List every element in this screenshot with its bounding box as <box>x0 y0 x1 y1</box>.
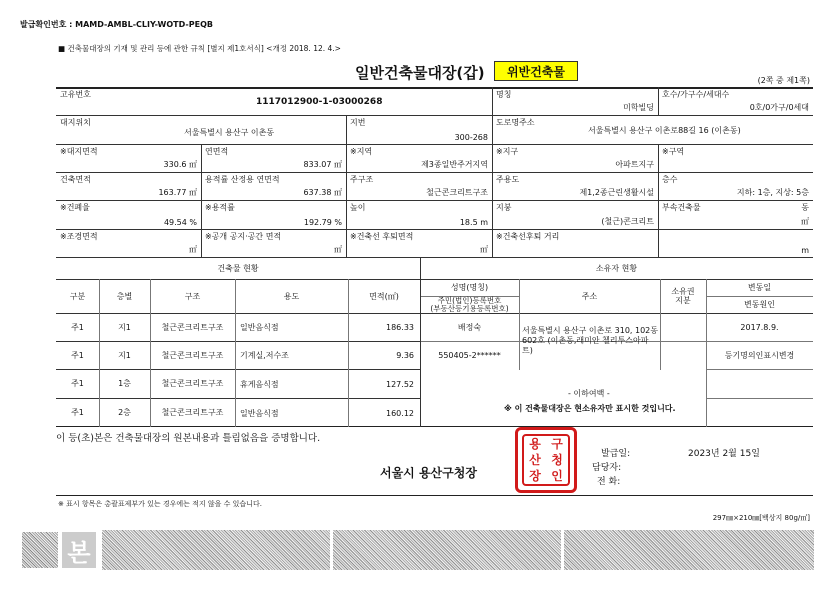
col-header-owner-id: 주민(법인)등록번호 (부동산등기용등록번호) <box>430 295 509 313</box>
zone-cell <box>658 144 813 172</box>
roof-label: 지붕 <box>496 203 512 212</box>
calc-floor-area-cell <box>201 172 346 200</box>
site-location-value: 서울특별시 용산구 이촌동 <box>184 128 275 137</box>
land-area-cell <box>56 144 201 172</box>
lot-number-value: 300-268 <box>454 133 488 142</box>
coverage-label: ※건폐율 <box>60 203 90 212</box>
regulation-text: ■ 건축물대장의 기재 및 관리 등에 관한 규칙 [별지 제1호서식] <개정 2018. 12. 4.> <box>58 44 341 53</box>
owner-address: 서울특별시 용산구 이촌로 310, 102동 602호 (이촌동,래미안 첼리투스아파트) <box>522 326 658 355</box>
phone-label: 전 화: <box>597 477 621 487</box>
building-area-value: 163.77 ㎡ <box>158 188 197 197</box>
building-area-label: 건축면적 <box>60 175 91 184</box>
change-date: 2017.8.9. <box>740 322 779 332</box>
official-seal <box>515 427 577 493</box>
unit-count-value: 0호/0가구/0세대 <box>749 103 809 112</box>
barcode-strip-2 <box>333 530 561 570</box>
unique-number-value: 1117012900-1-03000268 <box>256 97 383 107</box>
land-area-value: 330.6 ㎡ <box>163 160 197 169</box>
height-cell <box>346 200 492 229</box>
main-use-label: 주용도 <box>496 175 520 184</box>
table-cell: 기계실,저수조 <box>240 351 289 360</box>
table-cell: 2층 <box>118 408 131 417</box>
table-cell: 주1 <box>71 350 84 360</box>
issuer-name: 서울시 용산구청장 <box>380 466 477 480</box>
table-cell: 127.52 <box>386 380 414 389</box>
footnote: ※ 표시 항목은 총괄표제부가 있는 경우에는 적지 않을 수 있습니다. <box>58 500 262 508</box>
unique-number-label: 고유번호 <box>60 90 91 99</box>
floors-label: 층수 <box>662 175 678 184</box>
region-value: 제3종일반주거지역 <box>421 160 488 169</box>
far-value: 192.79 % <box>303 218 342 227</box>
change-reason: 등기명의인표시변경 <box>724 350 795 360</box>
setback-area-cell <box>346 229 492 257</box>
setback-distance-label: ※건축선후퇴 거리 <box>496 232 560 241</box>
table-cell: 휴게음식점 <box>240 380 279 389</box>
seal-char: 인 <box>551 469 563 483</box>
unit-count-label: 호수/가구수/세대수 <box>662 90 730 99</box>
floors-cell <box>658 172 813 200</box>
col-header-floor: 층별 <box>116 291 133 301</box>
calc-floor-area-label: 용적률 산정용 연면적 <box>205 175 280 184</box>
col-header-ownership-share: 소유권 지분 <box>671 287 695 305</box>
col-header-category: 구분 <box>69 291 86 301</box>
watermark-box: 본 <box>62 532 96 568</box>
seal-glyphs <box>522 434 570 486</box>
table-cell: 철근콘크리트구조 <box>161 322 224 332</box>
barcode-strip-1 <box>102 530 330 570</box>
height-label: 높이 <box>350 203 366 212</box>
col-header-area: 면적(㎡) <box>369 291 399 301</box>
site-location-label: 대지위치 <box>60 118 91 127</box>
page-title: 일반건축물대장(갑) <box>355 64 485 82</box>
certify-text: 이 등(초)본은 건축물대장의 원본내용과 틀림없음을 증명합니다. <box>56 433 321 444</box>
main-structure-value: 철근콘크리트구조 <box>426 188 488 197</box>
district-value: 아파트지구 <box>615 160 654 169</box>
blank-below-note: - 이하여백 - <box>568 389 610 398</box>
table-cell: 186.33 <box>386 323 414 332</box>
table-cell: 160.12 <box>386 409 414 418</box>
table-cell: 9.36 <box>396 351 414 360</box>
region-cell <box>346 144 492 172</box>
issue-date: 2023년 2월 15일 <box>688 449 760 459</box>
building-area-cell <box>56 172 201 200</box>
table-cell: 지1 <box>118 322 131 332</box>
table-cell: 철근콘크리트구조 <box>161 408 224 417</box>
building-name-label: 명칭 <box>496 90 512 99</box>
table-cell: 일반음식점 <box>240 409 279 418</box>
floor-area-cell <box>201 144 346 172</box>
building-status-title: 건축물 현황 <box>217 263 259 273</box>
owner-id: 550405-2****** <box>438 350 501 360</box>
unique-number-cell <box>56 87 492 115</box>
district-cell <box>492 144 658 172</box>
issue-number: 발급확인번호 : MAMD-AMBL-CLIY-WOTD-PEQB <box>20 20 213 29</box>
col-header-use: 용도 <box>283 291 300 301</box>
setback-distance-cell <box>492 229 813 257</box>
annex-cell <box>658 200 813 229</box>
seal-char: 장 <box>529 469 541 483</box>
setback-distance-value: m <box>801 246 809 255</box>
landscape-value: ㎡ <box>189 245 197 254</box>
coverage-value: 49.54 % <box>163 218 197 227</box>
seal-char: 산 <box>529 453 541 467</box>
far-cell <box>201 200 346 229</box>
main-structure-label: 주구조 <box>350 175 374 184</box>
setback-area-label: ※건축선 후퇴면적 <box>350 232 414 241</box>
lot-number-cell <box>346 115 492 144</box>
district-label: ※지구 <box>496 147 519 156</box>
landscape-label: ※조경면적 <box>60 232 98 241</box>
unit-count-cell <box>658 87 813 115</box>
table-cell: 주1 <box>71 322 84 332</box>
public-space-label: ※공개 공지·공간 면적 <box>205 232 282 241</box>
table-cell: 주1 <box>71 408 84 417</box>
table-cell: 철근콘크리트구조 <box>161 350 224 360</box>
table-cell: 철근콘크리트구조 <box>161 379 224 388</box>
issue-date-label: 발급일: <box>601 449 631 459</box>
far-label: ※용적률 <box>205 203 235 212</box>
owner-name: 배정숙 <box>457 322 482 332</box>
setback-area-value: ㎡ <box>480 245 488 254</box>
officer-label: 담당자: <box>592 463 622 473</box>
main-use-value: 제1,2종근린생활시설 <box>579 188 654 197</box>
col-header-structure: 구조 <box>184 291 201 301</box>
col-header-change-reason: 변동원인 <box>744 300 775 309</box>
col-header-owner-name: 성명(명칭) <box>450 283 489 292</box>
table-cell: 지1 <box>118 350 131 360</box>
table-cell: 1층 <box>118 379 131 388</box>
region-label: ※지역 <box>350 147 373 156</box>
barcode-left <box>22 532 58 568</box>
table-cell: 일반음식점 <box>240 323 279 332</box>
floors-value: 지하: 1층, 지상: 5층 <box>736 188 809 197</box>
roof-cell <box>492 200 658 229</box>
page-info: (2쪽 중 제1쪽) <box>757 76 810 85</box>
seal-char: 구 <box>551 437 563 451</box>
lot-number-label: 지번 <box>350 118 366 127</box>
public-space-value: ㎡ <box>334 245 342 254</box>
calc-floor-area-value: 637.38 ㎡ <box>303 188 342 197</box>
floor-area-label: 연면적 <box>205 147 229 156</box>
height-value: 18.5 m <box>459 218 488 227</box>
land-area-label: ※대지면적 <box>60 147 98 156</box>
road-address-cell <box>492 115 813 144</box>
main-use-cell <box>492 172 658 200</box>
table-cell: 주1 <box>71 379 84 388</box>
floor-area-value: 833.07 ㎡ <box>303 160 342 169</box>
paper-spec: 297㎜×210㎜[백상지 80g/㎡] <box>712 514 810 522</box>
owner-status-title: 소유자 현황 <box>595 263 638 273</box>
site-location-cell <box>56 115 346 144</box>
seal-char: 용 <box>529 437 541 451</box>
main-structure-cell <box>346 172 492 200</box>
road-address-value: 서울특별시 용산구 이촌로88길 16 (이촌동) <box>588 126 741 135</box>
annex-count: 동 <box>801 203 809 212</box>
barcode-strip-3 <box>564 530 814 570</box>
public-space-cell <box>201 229 346 257</box>
building-name-cell <box>492 87 658 115</box>
annex-area: ㎡ <box>801 217 809 226</box>
landscape-cell <box>56 229 201 257</box>
coverage-cell <box>56 200 201 229</box>
col-header-change-date: 변동일 <box>747 283 772 292</box>
roof-value: (철근)콘크리트 <box>601 217 654 226</box>
zone-label: ※구역 <box>662 147 685 156</box>
col-header-owner-address: 주소 <box>581 291 598 301</box>
annex-label: 부속건축물 <box>662 203 701 212</box>
owner-notice: ※ 이 건축물대장은 현소유자만 표시한 것입니다. <box>504 404 676 413</box>
violation-badge: 위반건축물 <box>494 61 578 81</box>
seal-char: 청 <box>551 453 563 467</box>
road-address-label: 도로명주소 <box>496 118 535 127</box>
building-name-value: 미학빌딩 <box>623 103 654 112</box>
